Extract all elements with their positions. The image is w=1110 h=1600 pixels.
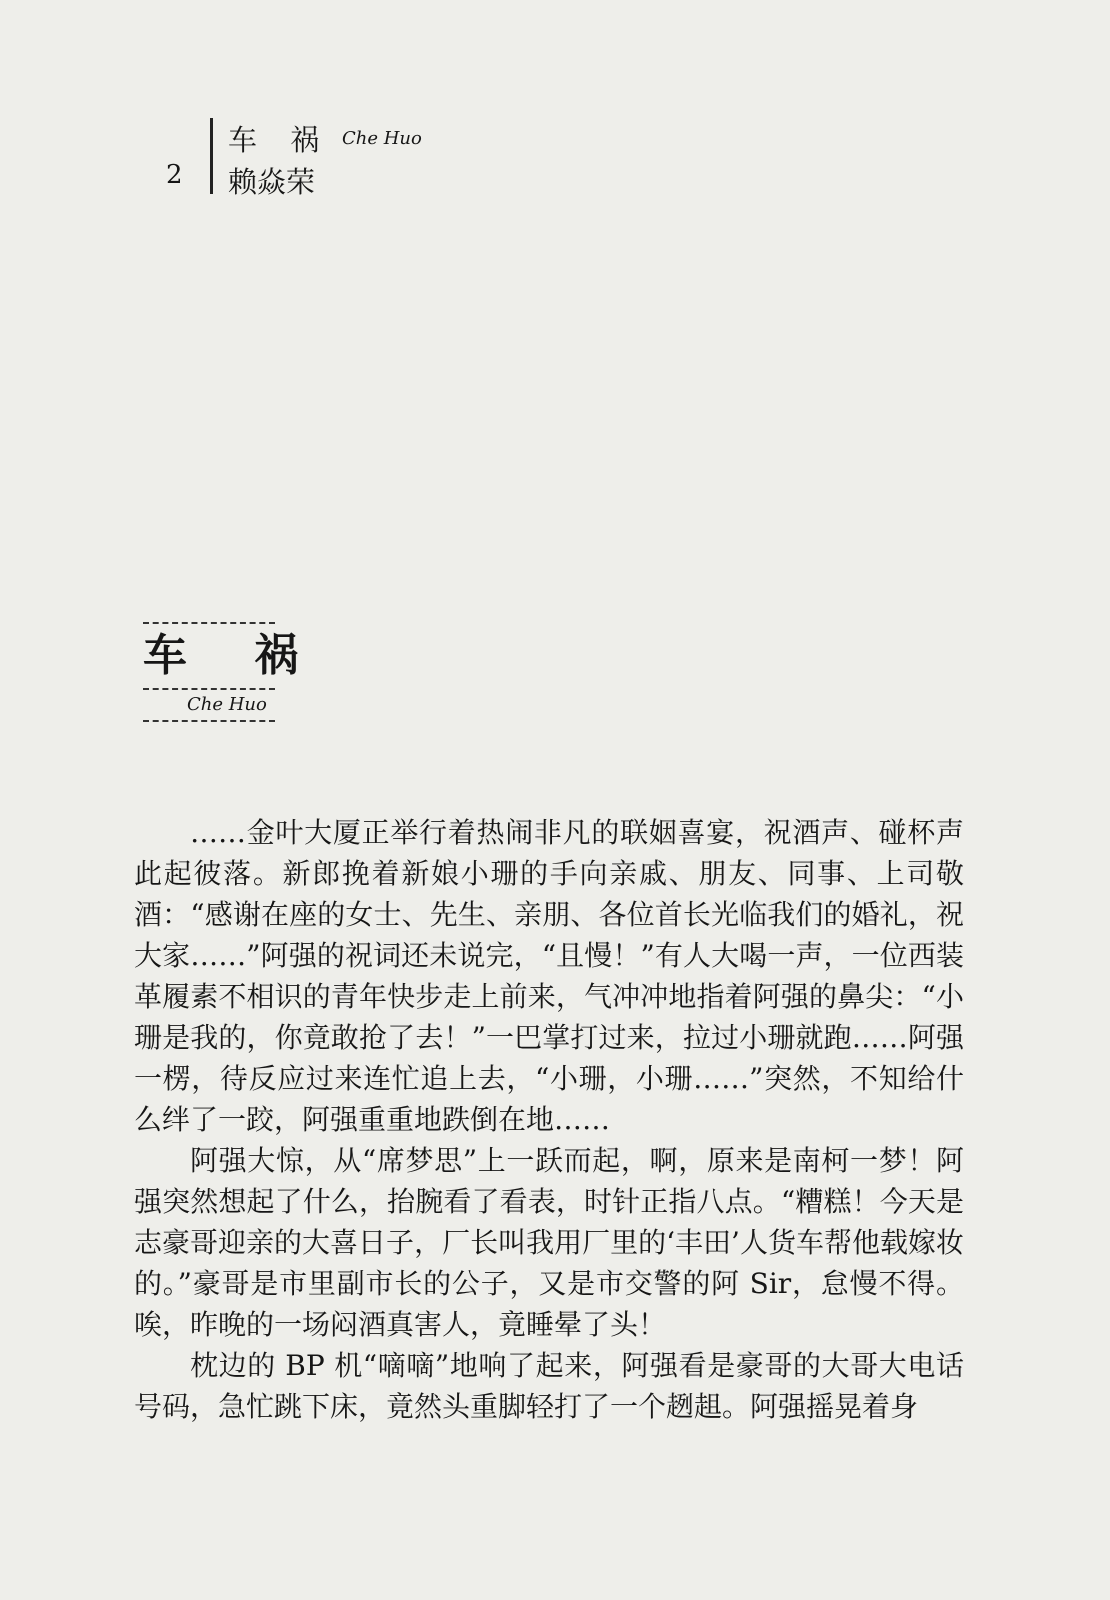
paragraph: ……金叶大厦正举行着热闹非凡的联姻喜宴，祝酒声、碰杯声此起彼落。新郎挽着新娘小珊的手向亲戚、朋友、同事、上司敬酒：“感谢在座的女士、先生、亲朋、各位首长光临我们的婚礼，祝大家……”阿强的祝词还未说完，“且慢！”有人大喝一声，一位西装革履素不相识的青年快步走上前来，气冲冲地指着阿强的鼻尖：“小珊是我的，你竟敢抢了去！”一巴掌打过来，拉过小珊就跑……阿强一楞，待反应过来连忙追上去，“小珊，小珊……”突然，不知给什么绊了一跤，阿强重重地跌倒在地…… <box>134 816 964 1136</box>
running-author: 赖焱荣 <box>228 165 316 199</box>
paragraph: 阿强大惊，从“席梦思”上一跃而起，啊，原来是南柯一梦！阿强突然想起了什么，抬腕看了看表，时针正指八点。“糟糕！今天是志豪哥迎亲的大喜日子，厂长叫我用厂里的‘丰田’人货车帮他载嫁妆的。”豪哥是市里副市长的公子，又是市交警的阿 Sir，怠慢不得。唉，昨晚的一场闷酒真害人，竟睡晕了头！ <box>134 1144 964 1341</box>
chapter-title: 车 祸 <box>143 630 325 681</box>
chapter-heading <box>143 622 325 722</box>
header-divider <box>210 118 213 194</box>
heading-bottom-rule <box>143 720 275 722</box>
paragraph: 枕边的 BP 机“嘀嘀”地响了起来，阿强看是豪哥的大哥大电话号码，急忙跳下床，竟然头重脚轻打了一个趔趄。阿强摇晃着身 <box>134 1349 964 1423</box>
running-title-pinyin: Che Huo <box>342 128 422 149</box>
body-text <box>134 812 964 1427</box>
chapter-title-pinyin: Che Huo <box>187 694 267 715</box>
heading-top-rule <box>143 622 275 624</box>
running-title: 车 祸 <box>228 123 332 157</box>
running-header <box>0 0 1110 220</box>
page-number: 2 <box>166 160 183 190</box>
